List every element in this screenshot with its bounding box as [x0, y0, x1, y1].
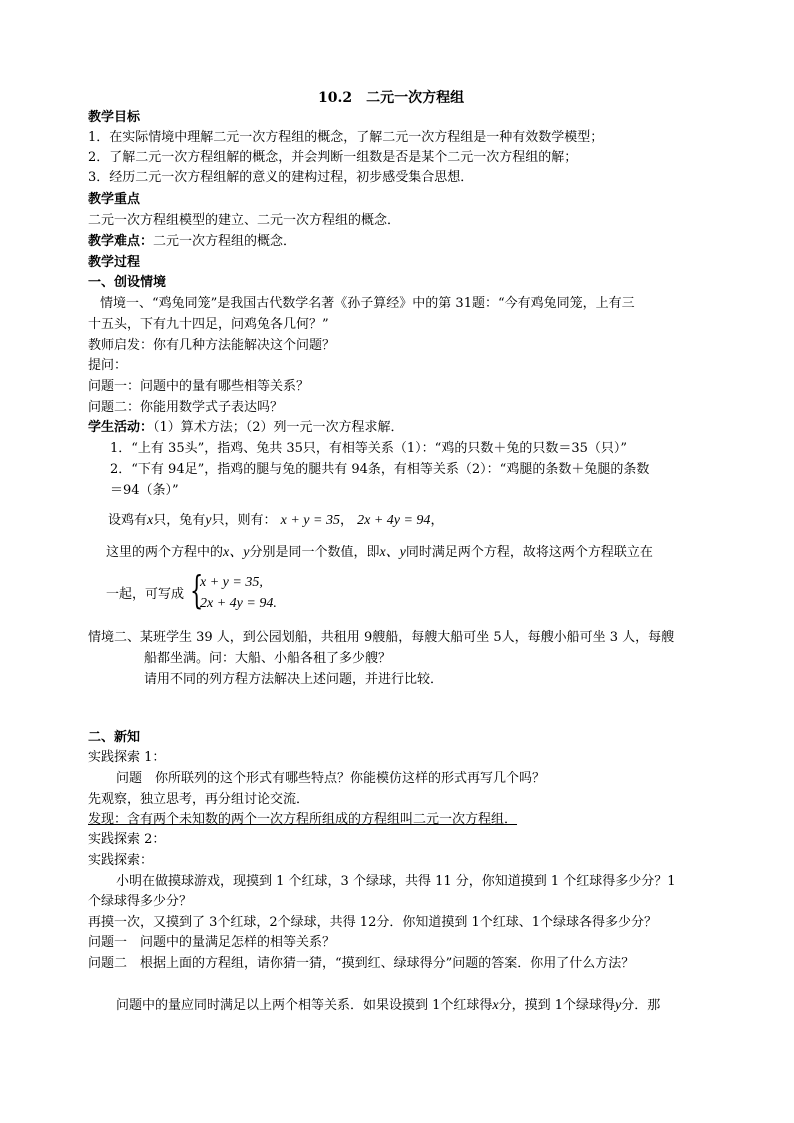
last-text: 问题中的量应同时满足以上两个相等关系．如果设摸到 1个红球得 — [116, 998, 493, 1013]
section2-heading: 二、新知 — [88, 730, 141, 745]
question-prompt: 提问： — [88, 358, 128, 373]
explain-text: 这里的两个方程中的 — [106, 545, 224, 560]
relation-two-line1: 2．“下有 94足”，指鸡的腿与兔的腿共有 94条，有相等关系（2）：“鸡腿的条数＋兔腿的条数 — [110, 462, 650, 477]
student-activity — [88, 418, 404, 438]
system-equation-two: 2x + 4y = 94. — [200, 596, 277, 611]
question-two: 问题二：你能用数学式子表达吗？ — [88, 400, 284, 415]
equation-one: x + y = 35 — [280, 513, 340, 528]
separator: ， — [339, 513, 353, 528]
relation-one: 1．“上有 35头”，指鸡、兔共 35只，有相等关系（1）：“鸡的只数＋兔的只数＝35（只）” — [110, 441, 628, 456]
last-line — [116, 996, 660, 1016]
difficulty-line — [88, 232, 296, 252]
explain-line — [106, 543, 653, 563]
setup-text: 设鸡有 — [108, 513, 148, 528]
last-text: 分．那 — [621, 998, 661, 1013]
xy-vars: x、y — [223, 545, 250, 560]
practice-question-one: 问题一 问题中的量满足怎样的相等关系？ — [88, 935, 336, 950]
observe-text: 先观察，独立思考，再分组讨论交流． — [88, 792, 310, 807]
game-line1: 小明在做摸球游戏，现摸到 1 个红球，3 个绿球，共得 11 分，你知道摸到 1 个红球得多少分？1 — [116, 874, 676, 889]
var-x: x — [492, 998, 499, 1013]
objective-item: 2．了解二元一次方程组解的概念，并会判断一组数是否是某个二元一次方程组的解； — [88, 150, 578, 165]
explain-text: 分别是同一个数值，即 — [249, 545, 380, 560]
practice-question-two: 问题二 根据上面的方程组，请你猜一猜，“摸到红、绿球得分”问题的答案．你用了什么方法？ — [88, 956, 635, 971]
objective-item: 3．经历二元一次方程组解的意义的建构过程，初步感受集合思想． — [88, 170, 474, 185]
var-x: x — [147, 513, 154, 528]
var-y: y — [615, 998, 622, 1013]
together-text: 一起，可写成 — [106, 587, 185, 602]
teacher-prompt: 教师启发：你有几种方法能解决这个问题？ — [88, 338, 336, 353]
focus-text: 二元一次方程组模型的建立、二元一次方程组的概念． — [88, 213, 401, 228]
explore-label: 实践探索： — [88, 853, 154, 868]
system-brace: { — [190, 568, 204, 612]
setup-text: 只，则有： — [211, 513, 277, 528]
situation1-line2: 十五头，下有九十四足，问鸡兔各几何？” — [88, 317, 329, 332]
last-text: 分，摸到 1个绿球得 — [498, 998, 616, 1013]
explain-text: 同时满足两个方程，故将这两个方程联立在 — [405, 545, 653, 560]
game-line2: 个绿球得多少分？ — [88, 894, 193, 909]
system-equation-one: x + y = 35, — [200, 575, 263, 590]
situation2-line3: 请用不同的列方程方法解决上述问题，并进行比较． — [144, 672, 444, 687]
objective-item: 1．在实际情境中理解二元一次方程组的概念，了解二元一次方程组是一种有效数学模型； — [88, 130, 604, 145]
explore-one: 实践探索 1： — [88, 750, 166, 765]
explore-question: 问题 你所联列的这个形式有哪些特点？你能模仿这样的形式再写几个吗？ — [116, 771, 546, 786]
setup-line — [108, 511, 443, 531]
question-one: 问题一：问题中的量有哪些相等关系？ — [88, 379, 310, 394]
var-y: y — [205, 513, 212, 528]
situation1-line1: 情境一、“鸡兔同笼”是我国古代数学名著《孙子算经》中的第 31题：“今有鸡兔同笼，上有三 — [100, 296, 635, 311]
discovery-text: 发现：含有两个未知数的两个一次方程所组成的方程组叫二元一次方程组． — [88, 812, 518, 827]
xy-vars: x、y — [379, 545, 406, 560]
equation-two: 2x + 4y = 94 — [357, 513, 431, 528]
setup-text: 只，兔有 — [153, 513, 206, 528]
difficulty-heading: 教学难点： — [88, 234, 154, 249]
separator: ， — [430, 513, 444, 528]
focus-heading: 教学重点 — [88, 192, 141, 207]
explore-two: 实践探索 2： — [88, 832, 166, 847]
activity-label: 学生活动： — [88, 420, 154, 435]
page-title: 10.2 二元一次方程组 — [318, 90, 465, 106]
relation-two-line2: ＝94（条）” — [110, 483, 179, 498]
situation2-line1: 情境二、某班学生 39 人，到公园划船，共租用 9艘船，每艘大船可坐 5人，每艘小船可坐 3 人，每艘 — [88, 630, 675, 645]
activity-text: （1）算术方法；（2）列一元一次方程求解． — [153, 420, 404, 435]
again-text: 再摸一次，又摸到了 3个红球，2个绿球，共得 12分．你知道摸到 1个红球、1个绿球各得多少分？ — [88, 915, 658, 930]
difficulty-text: 二元一次方程组的概念． — [153, 234, 297, 249]
process-heading: 教学过程 — [88, 255, 141, 270]
section1-heading: 一、创设情境 — [88, 275, 167, 290]
objectives-heading: 教学目标 — [88, 110, 141, 125]
situation2-line2: 船都坐满。问：大船、小船各租了多少艘？ — [144, 651, 392, 666]
